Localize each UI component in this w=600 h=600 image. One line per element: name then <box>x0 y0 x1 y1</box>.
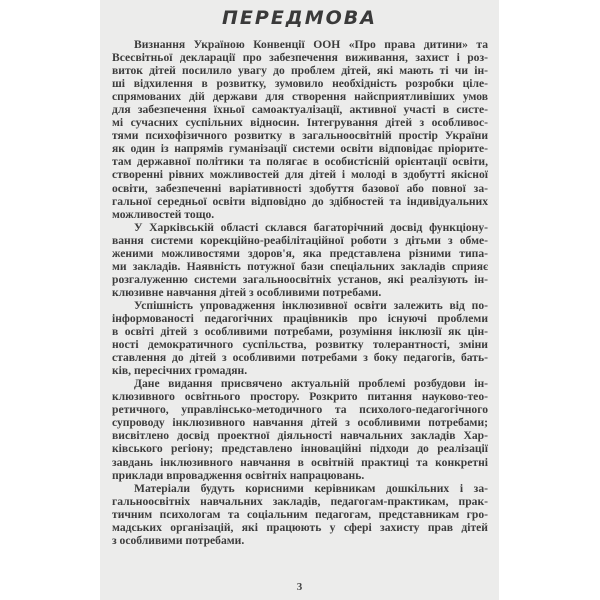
text-line: завдань інклюзивного навчання в освітній практиці та конкретні <box>112 455 488 469</box>
text-line: ми закладів. Наявність потужної бази спеціальних закладів сприяє <box>112 259 488 273</box>
text-line: женими можливостями здоров'я, яка представлена різними типа- <box>112 246 488 260</box>
text-line: спрямованих дій держави для створення найсприятливіших умов <box>112 90 488 104</box>
book-page <box>100 0 499 600</box>
text-line: У Харківській області склався багаторічний досвід функціону- <box>134 220 488 234</box>
page-title: ПЕРЕДМОВА <box>222 7 377 29</box>
text-line: можливостей тощо. <box>112 207 215 221</box>
paragraph <box>112 299 488 377</box>
text-line: висвітлено досвід проектної діяльності навчальних закладів Хар- <box>112 429 488 443</box>
text-line: ків, пересічних громадян. <box>112 364 248 378</box>
text-line: ші відхилення в розвитку, зумовило необхідність розробки ціле- <box>112 77 488 91</box>
text-line: ретичного, управлінсько-методичного та психолого-педагогічного <box>112 403 488 417</box>
paragraph <box>112 377 488 481</box>
text-line: клюзивного освітнього простору. Розкрито питання науково-тео- <box>112 390 488 404</box>
text-line: освіти, забезпеченні варіативності здобуття базової або повної за- <box>112 181 488 195</box>
text-line: ності демократичного суспільства, розвитку толерантності, зміни <box>112 338 488 352</box>
text-line: тичним психологам та соціальним педагогам, представникам гро- <box>112 507 488 521</box>
text-line: Успішність упровадження інклюзивної освіти залежить від по- <box>134 298 488 312</box>
text-line: з особливими потребами. <box>112 533 245 547</box>
text-line: Матеріали будуть корисними керівникам дошкільних і за- <box>134 481 488 495</box>
text-line: мадських організацій, які працюють у сфері захисту прав дітей <box>112 520 488 534</box>
text-line: супроводу інклюзивного навчання дітей з особливими потребами; <box>112 416 488 430</box>
text-line: виток дітей посилило увагу до проблем дітей, які мають ті чи ін- <box>112 64 488 78</box>
text-line: мі сучасних суспільних відносин. Інтегрування дітей з особливос- <box>112 116 488 130</box>
text-line: гальноосвітніх навчальних закладів, педагогам-практикам, прак- <box>112 494 488 508</box>
text-line: тями психофізичного розвитку в загальноосвітній простір України <box>112 129 488 143</box>
text-line: приклади впровадження освітніх напрацювань. <box>112 468 365 482</box>
paragraph <box>112 221 488 299</box>
text-line: як один із напрямів гуманізації системи освіти відповідає пріорите- <box>112 142 488 156</box>
text-line: Всесвітньої декларації про забезпечення виживання, захист і роз- <box>112 51 488 65</box>
text-line: гальної середньої освіти відповідно до здібностей та індивідуальних <box>112 194 488 208</box>
text-line: клюзивне навчання дітей з особливими потребами. <box>112 285 382 299</box>
text-line: Дане видання присвячено актуальній проблемі розбудови ін- <box>134 377 488 391</box>
text-line: вання системи корекційно-реабілітаційної роботи з дітьми з обме- <box>112 233 488 247</box>
paragraph <box>112 38 488 221</box>
text-line: Визнання Україною Конвенції ООН «Про права дитини» та <box>134 38 488 51</box>
page-number: 3 <box>296 581 303 593</box>
text-line: в освіті дітей з особливими потребами, розуміння інклюзії як цін- <box>112 325 488 339</box>
text-line: розгалуженню системи загальноосвітніх установ, які реалізують ін- <box>112 272 488 286</box>
text-line: створенні рівних можливостей для дітей і молоді в здобутті якісної <box>112 168 488 182</box>
text-line: там державної політики та полягає в особистісній орієнтації освіти, <box>112 155 488 169</box>
text-line: ківського регіону; представлено інноваційні підходи до реалізації <box>112 442 488 456</box>
preface-body <box>112 38 488 547</box>
text-line: інформованості педагогічних працівників про існуючі проблеми <box>112 311 488 325</box>
text-line: для забезпечення їхньої самоактуалізації, активної участі в систе- <box>112 103 488 117</box>
paragraph <box>112 482 488 547</box>
text-line: ставлення до дітей з особливими потребами з боку педагогів, бать- <box>112 351 488 365</box>
